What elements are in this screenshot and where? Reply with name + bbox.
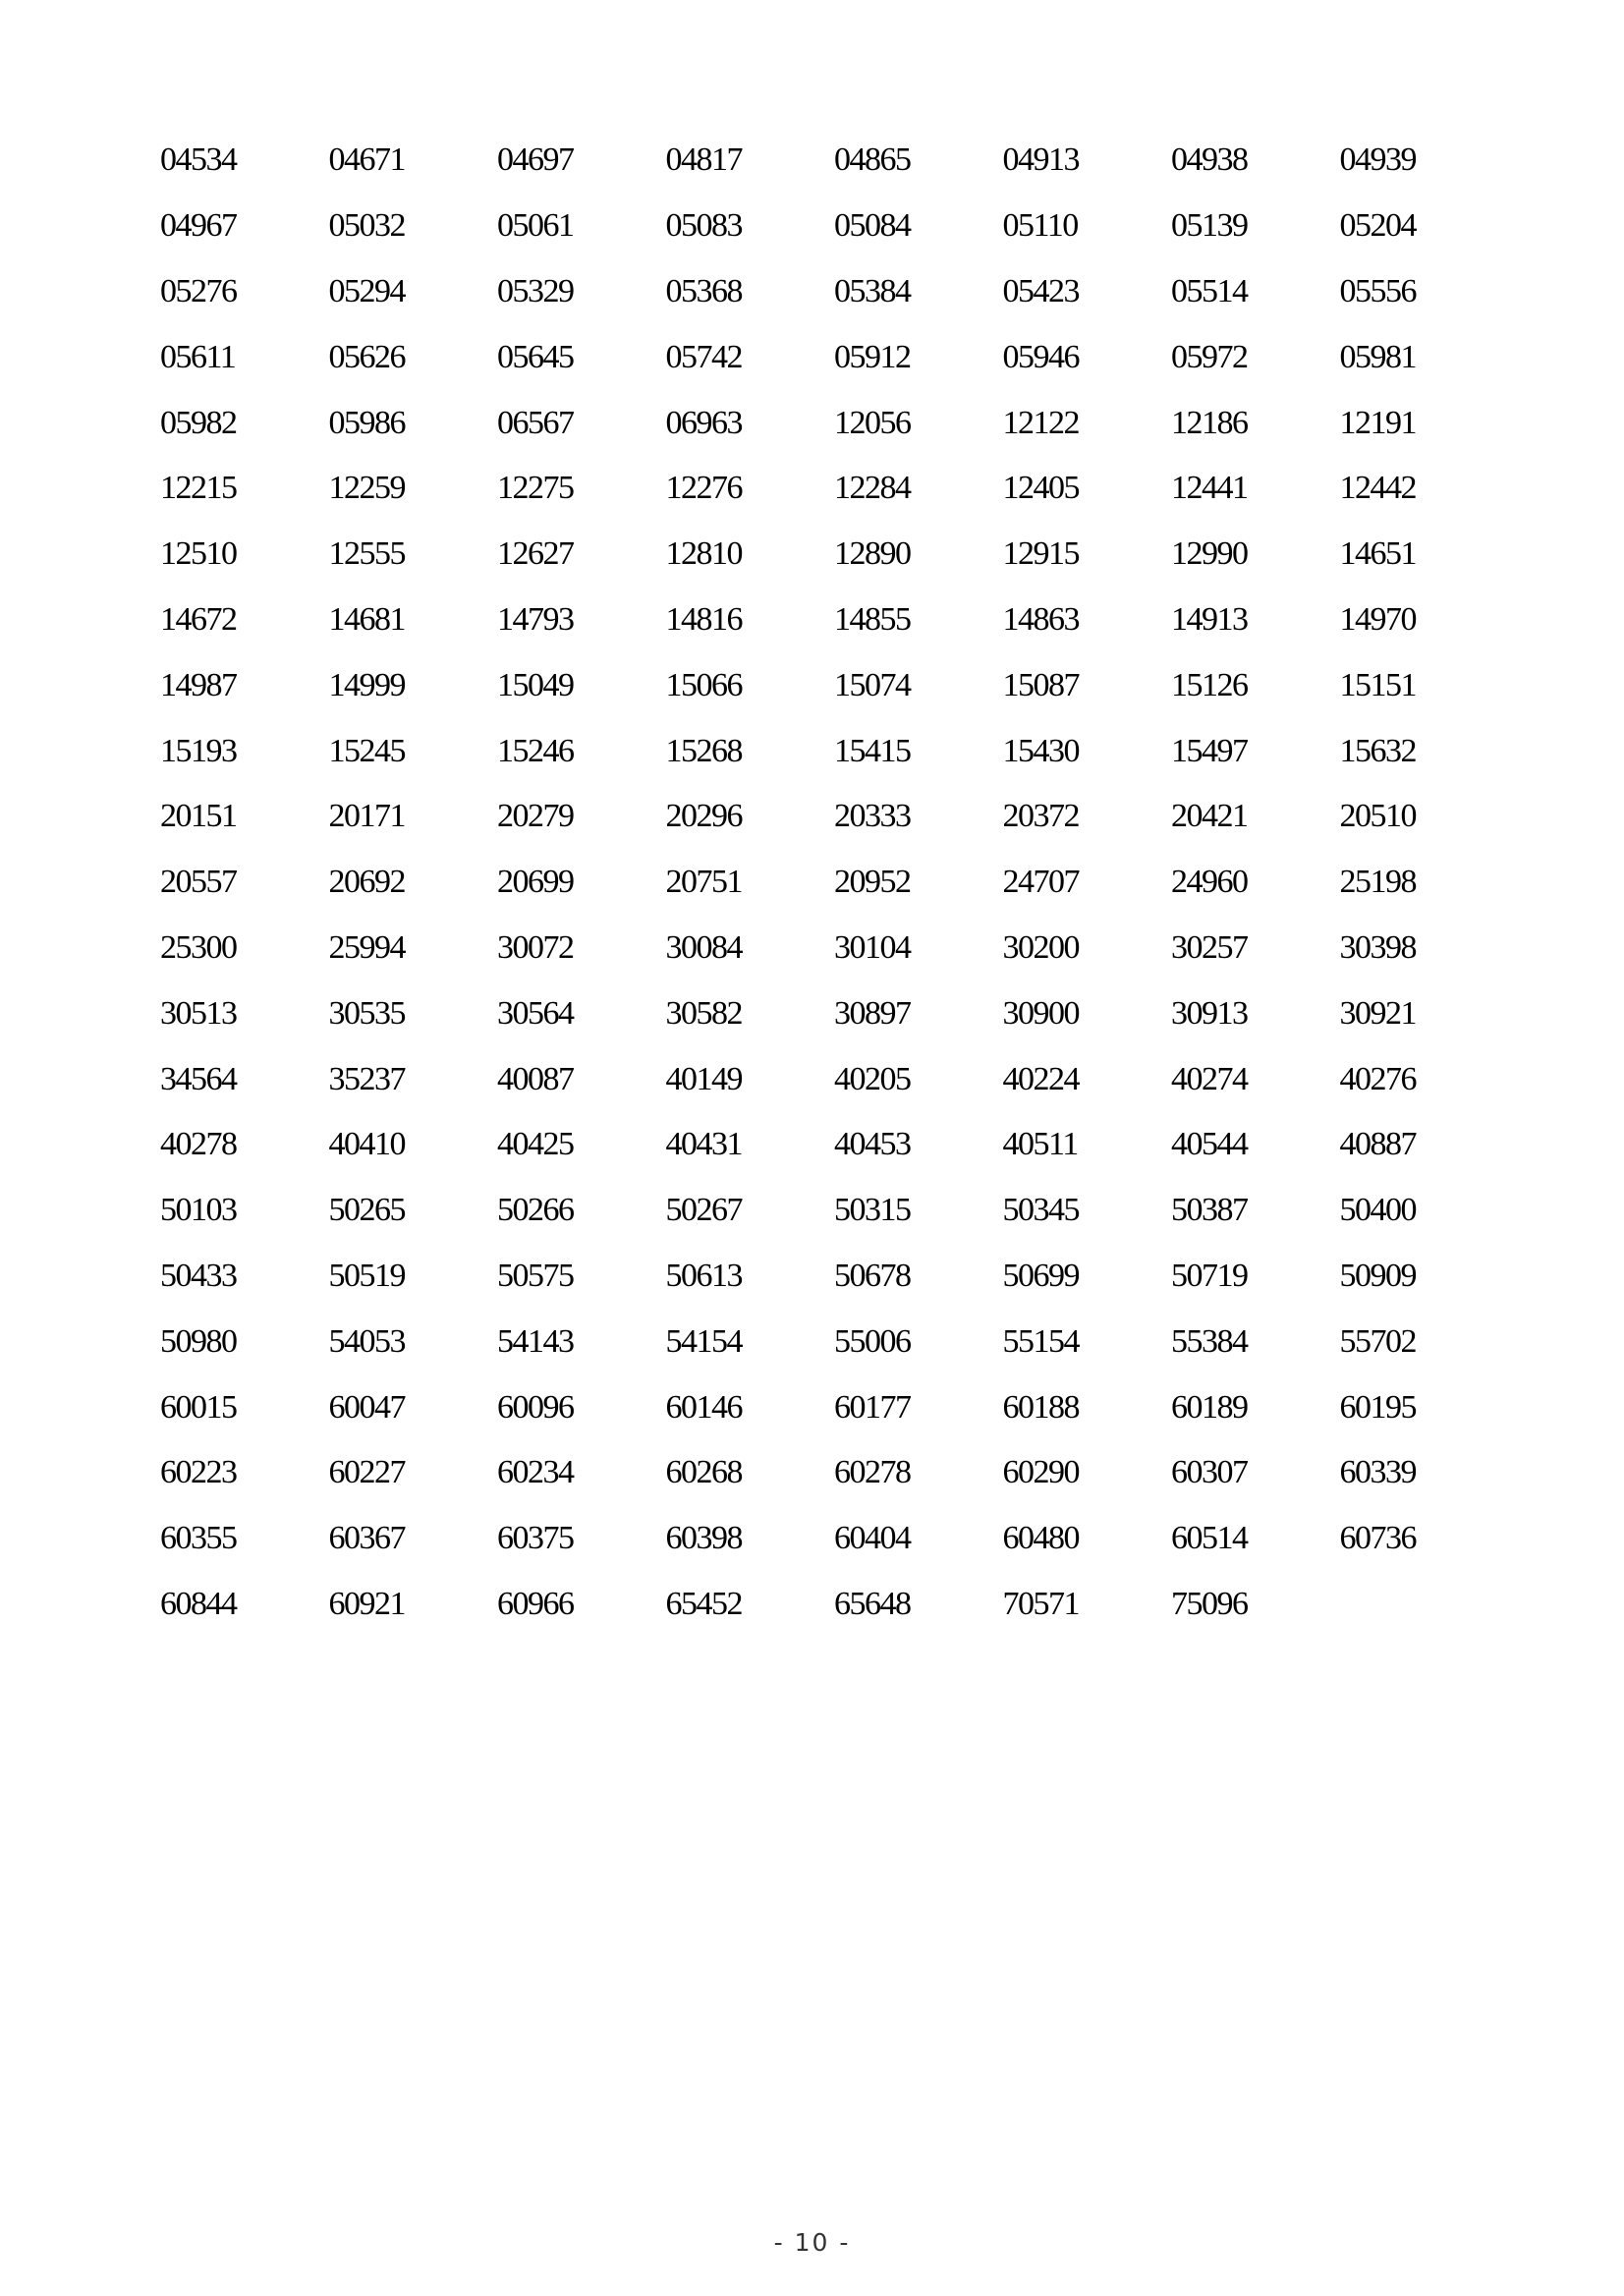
code-cell: 50980: [160, 1322, 237, 1360]
code-cell: 30897: [834, 994, 911, 1032]
code-cell: 15087: [1002, 666, 1079, 703]
code-cell: 05368: [665, 272, 742, 309]
code-cell: 70571: [1002, 1585, 1079, 1622]
code-cell: 12191: [1339, 404, 1416, 441]
code-row: [160, 916, 1516, 981]
code-cell: 30921: [1339, 994, 1416, 1032]
code-cell: 75096: [1171, 1585, 1248, 1622]
code-cell: 14651: [1339, 535, 1416, 573]
code-cell: 50519: [328, 1257, 405, 1294]
code-cell: 15430: [1002, 732, 1079, 769]
code-cell: 60339: [1339, 1454, 1416, 1491]
code-cell: 15415: [834, 732, 911, 769]
page-number: - 10 -: [773, 2228, 851, 2257]
code-cell: 05139: [1171, 207, 1248, 245]
code-cell: 12890: [834, 535, 911, 573]
code-cell: 04865: [834, 141, 911, 179]
code-cell: 60188: [1002, 1388, 1079, 1426]
code-cell: 05981: [1339, 338, 1416, 375]
code-cell: 05982: [160, 404, 237, 441]
code-row: [160, 1178, 1516, 1244]
code-cell: 20510: [1339, 798, 1416, 835]
code-cell: 60514: [1171, 1520, 1248, 1557]
code-cell: 05329: [497, 272, 574, 309]
code-cell: 60844: [160, 1585, 237, 1622]
code-row: [160, 194, 1516, 259]
code-row: [160, 1244, 1516, 1310]
code-grid: [160, 128, 1516, 1637]
code-cell: 34564: [160, 1060, 237, 1097]
code-cell: 40431: [665, 1126, 742, 1163]
code-cell: 60404: [834, 1520, 911, 1557]
code-cell: 40544: [1171, 1126, 1248, 1163]
code-cell: 24960: [1171, 864, 1248, 901]
code-cell: 60223: [160, 1454, 237, 1491]
code-cell: 30535: [328, 994, 405, 1032]
code-cell: 25994: [328, 928, 405, 966]
code-cell: 30913: [1171, 994, 1248, 1032]
code-cell: 50265: [328, 1192, 405, 1229]
code-cell: 60921: [328, 1585, 405, 1622]
code-cell: 05912: [834, 338, 911, 375]
code-cell: 30398: [1339, 928, 1416, 966]
code-cell: 40224: [1002, 1060, 1079, 1097]
code-cell: 40149: [665, 1060, 742, 1097]
code-row: [160, 456, 1516, 522]
code-cell: 06963: [665, 404, 742, 441]
code-cell: 15049: [497, 666, 574, 703]
code-cell: 05742: [665, 338, 742, 375]
code-cell: 65648: [834, 1585, 911, 1622]
code-cell: 30104: [834, 928, 911, 966]
code-cell: 30072: [497, 928, 574, 966]
code-cell: 14999: [328, 666, 405, 703]
code-row: [160, 1112, 1516, 1178]
code-cell: 60195: [1339, 1388, 1416, 1426]
code-cell: 15632: [1339, 732, 1416, 769]
code-cell: 30200: [1002, 928, 1079, 966]
code-cell: 30582: [665, 994, 742, 1032]
code-cell: 40278: [160, 1126, 237, 1163]
code-cell: 12056: [834, 404, 911, 441]
code-cell: 12259: [328, 470, 405, 507]
code-cell: 05611: [160, 338, 236, 375]
code-cell: 12441: [1171, 470, 1248, 507]
code-cell: 04534: [160, 141, 237, 179]
code-cell: 50345: [1002, 1192, 1079, 1229]
code-cell: 50613: [665, 1257, 742, 1294]
code-cell: 05084: [834, 207, 911, 245]
code-cell: 50909: [1339, 1257, 1416, 1294]
code-cell: 40274: [1171, 1060, 1248, 1097]
code-cell: 40887: [1339, 1126, 1416, 1163]
code-cell: 04913: [1002, 141, 1079, 179]
code-cell: 35237: [328, 1060, 405, 1097]
code-cell: 12810: [665, 535, 742, 573]
code-cell: 12442: [1339, 470, 1416, 507]
code-cell: 14816: [665, 600, 742, 638]
code-cell: 20421: [1171, 798, 1248, 835]
code-cell: 20296: [665, 798, 742, 835]
code-cell: 05276: [160, 272, 237, 309]
code-cell: 60480: [1002, 1520, 1079, 1557]
code-cell: 12627: [497, 535, 574, 573]
code-cell: 20699: [497, 864, 574, 901]
code-cell: 50575: [497, 1257, 574, 1294]
code-row: [160, 1572, 1516, 1638]
code-cell: 50266: [497, 1192, 574, 1229]
code-cell: 30513: [160, 994, 237, 1032]
code-cell: 12215: [160, 470, 237, 507]
code-cell: 40410: [328, 1126, 405, 1163]
code-cell: 60177: [834, 1388, 911, 1426]
code-cell: 05204: [1339, 207, 1416, 245]
code-cell: 30084: [665, 928, 742, 966]
code-cell: 40087: [497, 1060, 574, 1097]
code-row: [160, 784, 1516, 850]
code-cell: 60375: [497, 1520, 574, 1557]
code-cell: 14793: [497, 600, 574, 638]
code-row: [160, 1046, 1516, 1112]
code-cell: 15268: [665, 732, 742, 769]
code-cell: 05032: [328, 207, 405, 245]
code-cell: 05556: [1339, 272, 1416, 309]
code-cell: 12915: [1002, 535, 1079, 573]
code-cell: 05645: [497, 338, 574, 375]
code-cell: 04967: [160, 207, 237, 245]
code-cell: 12284: [834, 470, 911, 507]
code-cell: 60367: [328, 1520, 405, 1557]
code-row: [160, 588, 1516, 653]
code-row: [160, 1440, 1516, 1506]
code-cell: 60278: [834, 1454, 911, 1491]
code-cell: 20751: [665, 864, 742, 901]
code-row: [160, 850, 1516, 916]
code-cell: 12555: [328, 535, 405, 573]
code-row: [160, 390, 1516, 456]
code-cell: 40276: [1339, 1060, 1416, 1097]
code-cell: 20557: [160, 864, 237, 901]
code-cell: 50433: [160, 1257, 237, 1294]
code-row: [160, 718, 1516, 784]
code-cell: 60015: [160, 1388, 237, 1426]
code-cell: 50699: [1002, 1257, 1079, 1294]
code-cell: 60146: [665, 1388, 742, 1426]
code-cell: 20151: [160, 798, 237, 835]
code-cell: 15245: [328, 732, 405, 769]
code-cell: 05083: [665, 207, 742, 245]
code-cell: 60047: [328, 1388, 405, 1426]
code-cell: 05061: [497, 207, 574, 245]
code-cell: 04939: [1339, 141, 1416, 179]
code-cell: 60234: [497, 1454, 574, 1491]
code-cell: 20372: [1002, 798, 1079, 835]
code-cell: 65452: [665, 1585, 742, 1622]
code-cell: 20692: [328, 864, 405, 901]
code-row: [160, 522, 1516, 588]
code-cell: 14970: [1339, 600, 1416, 638]
code-cell: 55702: [1339, 1322, 1416, 1360]
code-cell: 20279: [497, 798, 574, 835]
code-row: [160, 652, 1516, 718]
code-cell: 15246: [497, 732, 574, 769]
code-cell: 20171: [328, 798, 405, 835]
code-cell: 04817: [665, 141, 742, 179]
code-row: [160, 324, 1516, 390]
code-cell: 14987: [160, 666, 237, 703]
code-cell: 50387: [1171, 1192, 1248, 1229]
code-cell: 54143: [497, 1322, 574, 1360]
code-cell: 50678: [834, 1257, 911, 1294]
code-cell: 24707: [1002, 864, 1079, 901]
code-cell: 60398: [665, 1520, 742, 1557]
code-cell: 60736: [1339, 1520, 1416, 1557]
code-cell: 12276: [665, 470, 742, 507]
code-row: [160, 128, 1516, 194]
code-cell: 05946: [1002, 338, 1079, 375]
code-cell: 30257: [1171, 928, 1248, 966]
code-cell: 30900: [1002, 994, 1079, 1032]
code-cell: 05972: [1171, 338, 1248, 375]
code-cell: 60189: [1171, 1388, 1248, 1426]
code-cell: 54053: [328, 1322, 405, 1360]
code-cell: 12990: [1171, 535, 1248, 573]
code-cell: 30564: [497, 994, 574, 1032]
code-cell: 55384: [1171, 1322, 1248, 1360]
code-row: [160, 1506, 1516, 1572]
code-cell: 60227: [328, 1454, 405, 1491]
code-cell: 05384: [834, 272, 911, 309]
code-cell: 20333: [834, 798, 911, 835]
code-cell: 50103: [160, 1192, 237, 1229]
code-cell: 55154: [1002, 1322, 1079, 1360]
code-cell: 50267: [665, 1192, 742, 1229]
code-cell: 60307: [1171, 1454, 1248, 1491]
code-cell: 60290: [1002, 1454, 1079, 1491]
code-cell: 55006: [834, 1322, 911, 1360]
code-cell: 12510: [160, 535, 237, 573]
code-cell: 15151: [1339, 666, 1416, 703]
code-cell: 40425: [497, 1126, 574, 1163]
code-cell: 14681: [328, 600, 405, 638]
code-row: [160, 1374, 1516, 1440]
code-cell: 12275: [497, 470, 574, 507]
code-cell: 04671: [328, 141, 405, 179]
code-cell: 15074: [834, 666, 911, 703]
code-row: [160, 259, 1516, 325]
code-row: [160, 1309, 1516, 1374]
code-cell: 05626: [328, 338, 405, 375]
code-cell: 54154: [665, 1322, 742, 1360]
code-cell: 14863: [1002, 600, 1079, 638]
code-row: [160, 980, 1516, 1046]
code-cell: 05423: [1002, 272, 1079, 309]
code-cell: 60268: [665, 1454, 742, 1491]
code-cell: 20952: [834, 864, 911, 901]
code-cell: 40205: [834, 1060, 911, 1097]
code-cell: 05514: [1171, 272, 1248, 309]
code-cell: 12186: [1171, 404, 1248, 441]
code-cell: 25300: [160, 928, 237, 966]
code-cell: 05110: [1002, 207, 1078, 245]
code-cell: 05986: [328, 404, 405, 441]
code-cell: 25198: [1339, 864, 1416, 901]
code-cell: 50400: [1339, 1192, 1416, 1229]
code-cell: 14855: [834, 600, 911, 638]
code-cell: 15126: [1171, 666, 1248, 703]
code-cell: 05294: [328, 272, 405, 309]
code-cell: 12405: [1002, 470, 1079, 507]
code-cell: 40511: [1002, 1126, 1078, 1163]
code-cell: 14672: [160, 600, 237, 638]
code-cell: 50315: [834, 1192, 911, 1229]
code-cell: 15497: [1171, 732, 1248, 769]
code-cell: 12122: [1002, 404, 1079, 441]
code-cell: 60096: [497, 1388, 574, 1426]
code-cell: 15193: [160, 732, 237, 769]
code-cell: 15066: [665, 666, 742, 703]
code-cell: 60355: [160, 1520, 237, 1557]
code-cell: 06567: [497, 404, 574, 441]
code-cell: 50719: [1171, 1257, 1248, 1294]
code-cell: 04938: [1171, 141, 1248, 179]
code-cell: 60966: [497, 1585, 574, 1622]
code-cell: 14913: [1171, 600, 1248, 638]
code-cell: 04697: [497, 141, 574, 179]
code-cell: 40453: [834, 1126, 911, 1163]
